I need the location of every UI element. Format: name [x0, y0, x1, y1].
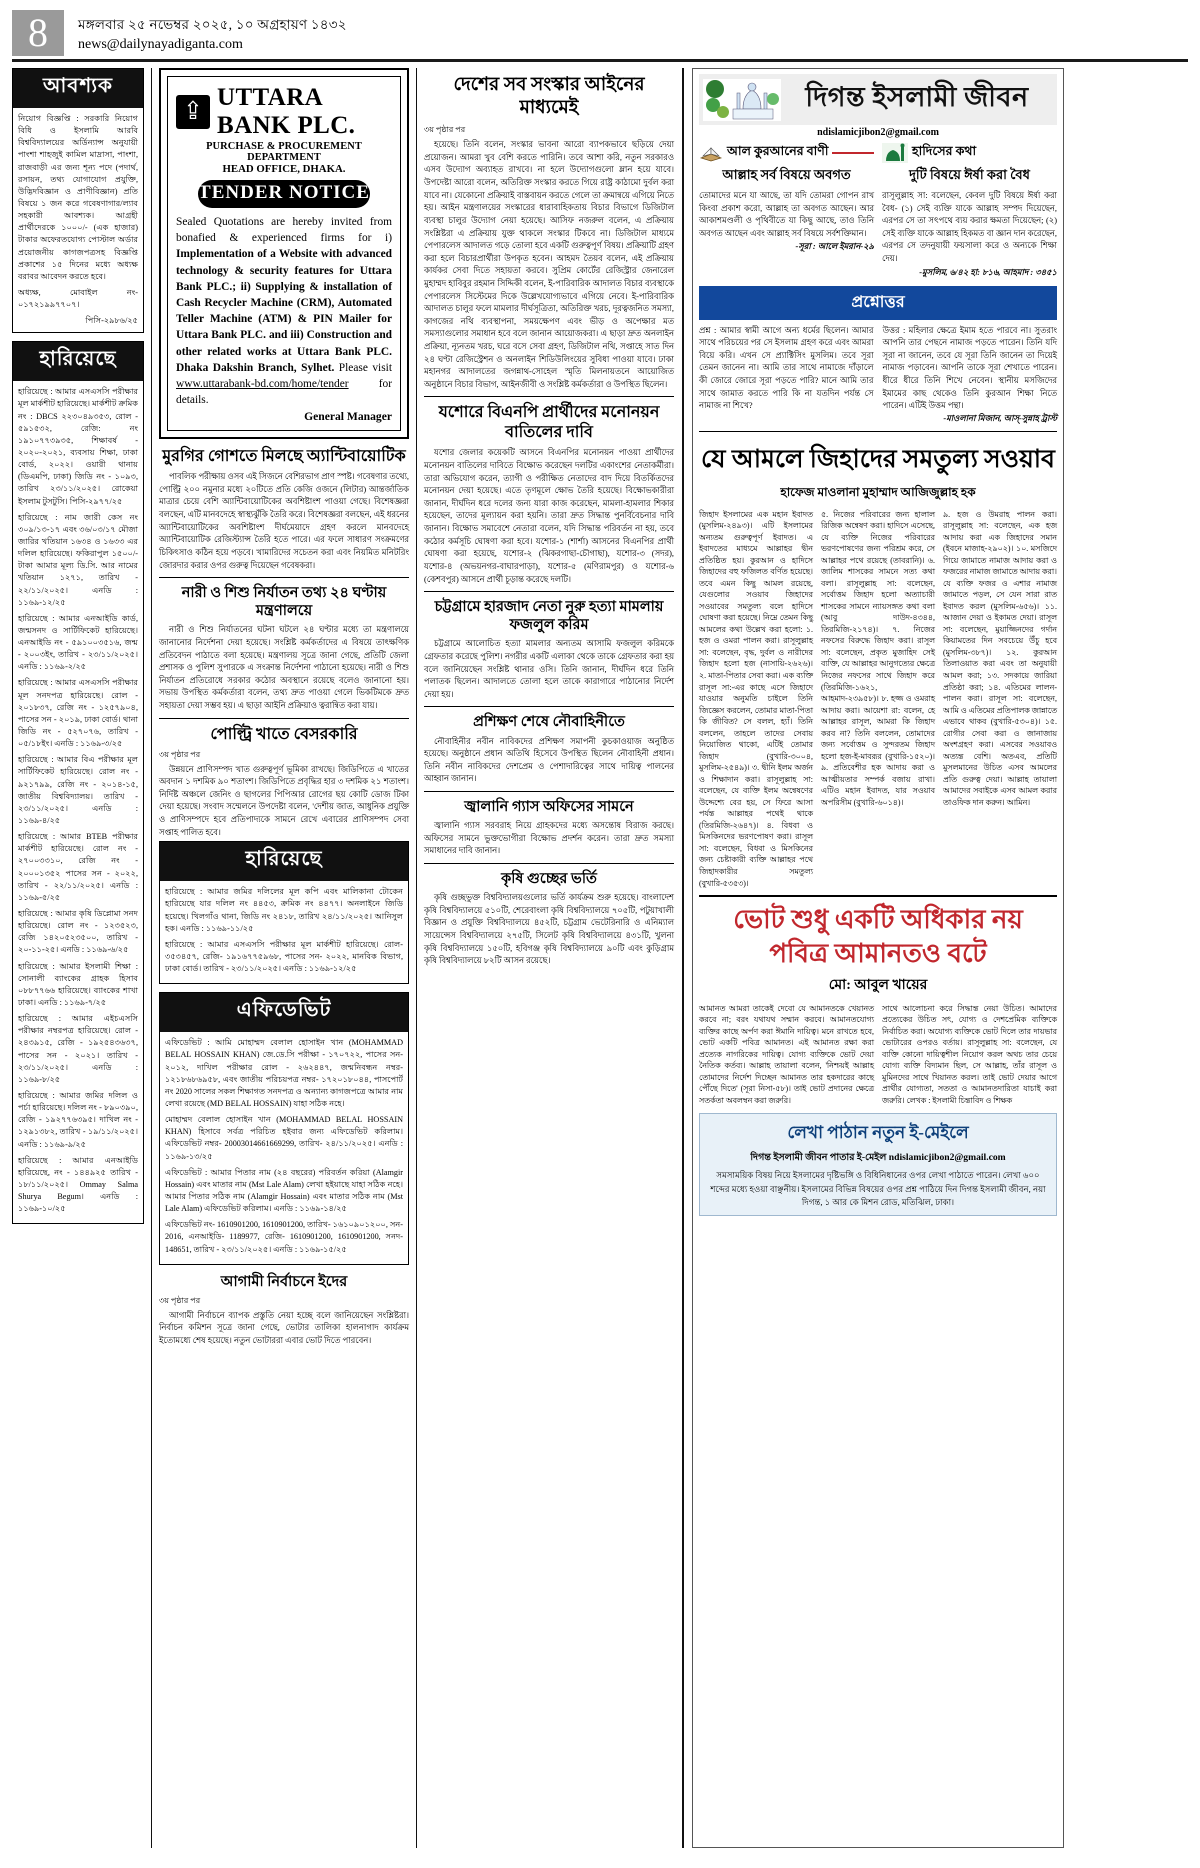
- story-women-body: [159, 624, 409, 712]
- uttara-bank-logo-icon: [176, 95, 210, 129]
- hadith-title: দুটি বিষয়ে ঈর্ষা করা বৈধ: [909, 167, 1030, 182]
- feature-body-columns: [699, 509, 1057, 890]
- story-reforms-body: [424, 139, 674, 391]
- hadith-panel: [882, 143, 1057, 280]
- quran-panel: [699, 143, 874, 280]
- column-1: [12, 68, 144, 1848]
- affidavit-item: এফিডেভিট : আমি মোহাম্মদ বেলাল হোসাইন খান (MOHAMMAD BELAL HOSSAIN KHAN) জে.ডে.সি পরীক্ষা - ১৭০৭২২, পাসের সন- ২০১২, দাখিল পরীক্ষার রোল - ২৬২৪৪৭, জন্মনিবন্ধন নম্বর- ১২১৮৬৮৬৯৫৮, এবং জাতীয় পরিচয়পত্র নম্বর- ১৭২০১৮০৪৪, পাসপোর্ট নং 2020 সালের সকল শিক্ষাগত সনদপত্র ও অন্যান্য কাগজপত্রে আমার নাম লেখা রয়েছে (MD BELAL HOSSAIN) যাহা সঠিক নহে।: [165, 1038, 403, 1108]
- submission-guidelines: সমসাময়িক বিষয় নিয়ে ইসলামের দৃষ্টিভঙ্গি ও বিধিনিধানের ওপর লেখা পাঠাতে পারেন। লেখা ৬০০ শব্দের মধ্যে হওয়া বাঞ্ছনীয়। ইসলামের বিভিন্ন বিষয়ের ওপর প্রশ্ন পাঠিয়ে দিন দিগন্ত ইসলামী জীবন, নয়া দিগন্ত, ১ আর কে মিশন রোড, মতিঝিল, ঢাকা।: [710, 1170, 1046, 1208]
- lost-item: হারিয়েছে : আমার এইচএসসি পরীক্ষার নম্বরপত্র হারিয়েছে। রোল - ২৪৩৯১৫, রেজি - ১৯২৫৪৩৬৩৭, পাসের সন - ২০২১। তারিখ - ২৩/১১/২০২৫। এনডি : ১১৬৯-৮/২৫: [18, 1014, 138, 1084]
- column-2: [159, 68, 409, 1848]
- hadith-tag-label: হাদিসের কথা: [912, 144, 977, 158]
- quran-tag-rule: [832, 152, 874, 154]
- bank-office: HEAD OFFICE, DHAKA.: [222, 163, 346, 175]
- lost-item: হারিয়েছে : আমার এসএসসি পরীক্ষার মূল মার্কশীট হারিয়েছে। রোল- ৩৫৩৪৫৭, রেজি- ১৯১৬৭৭৫৯৬৮, পাসের সন- ২০২২, মানবিক বিভাগ, ঢাকা বোর্ড। তারিখ - ২৩/১১/২০২৫। এনডি : ১১৬৯-১২/২৫: [165, 939, 403, 974]
- paragraph: উন্নয়নে প্রাণিসম্পদ খাত গুরুত্বপূর্ণ ভূমিকা রাখছে। জিডিপিতে এ খাতের অবদান ১ দশমিক ৯০ শতাংশ। জিডিপিতে প্রবৃদ্ধির হার ৩ দশমিক ২১ শতাংশ। নির্দিষ্ট অঞ্চলে জেনিং ও ছাগলের পিপিআর রোগের ছয় কোটি ডোজ টিকা দেয়া হয়েছে। সংবাদ সম্মেলনে উপদেষ্টা বলেন, 'দেশীয় জাত, আধুনিক প্রযুক্তি ও প্রাণিসম্পদে হবে প্রতিপাদ্যকে সামনে রেখে এবারের প্রাণিসম্পদ সেবা সপ্তাহ পালিত হবে।: [159, 764, 409, 837]
- continued-from-label: ৩য় পৃষ্ঠার পর: [424, 125, 466, 135]
- quran-tag-label: আল কুরআনের বাণী: [727, 144, 829, 158]
- lost-item: হারিয়েছে : আমার ইসলামী শিক্ষা : সোনালী ব্যাংকের গ্রাহক হিসাব ০৮৮৭৭৬৬ হারিয়েছে। ব্যাংকের শাখা ঢাকা। এনডি : ১১৬৯-৭/২৫: [18, 961, 138, 1007]
- wanted-ad-box: [12, 68, 144, 333]
- story-chattogram-body: [424, 638, 674, 701]
- newsdesk-email: news@dailynayadiganta.com: [78, 36, 243, 52]
- tender-body: Sealed Quotations are hereby invited from bonafied & experienced firms for i) Implementation of a Website with advanced technology & security features for Uttara Bank PLC.; ii) Supplying & installation of Cash Recycler Machine (CRM), Automated Teller Machine (ATM) & PIN Mailer for Uttara Bank PLC. and iii) Construction and other related works at Uttara Bank PLC. Dhaka Dakshin Branch, Sylhet. Please visit www.uttarabank-bd.com/home/tender for details.: [176, 216, 392, 407]
- lost-ads-box-1: [12, 341, 144, 1224]
- page-number: 8: [12, 10, 64, 56]
- mosque-logo-icon: [703, 79, 781, 121]
- lost-item: হারিয়েছে : আমার কৃষি ডিপ্লোমা সনদ হারিয়েছে। রোল নং - ১২৩৫২৩, রেজি ১৪২০৫২৩৫০০, তারিখ - ২০-১১-২৫। এনডি : ১১৬৯-৬/২৫: [18, 909, 138, 955]
- paragraph: জ্বালানি গ্যাস সরবরাহ নিয়ে গ্রাহকদের মধ্যে অসন্তোষ বিরাজ করছে। অফিসের সামনে ভুক্তভোগীরা বিক্ষোভ প্রদর্শন করেন। তারা দ্রুত সমস্যা সমাধানের দাবি জানান।: [424, 821, 674, 856]
- lost-ads-box-2: [159, 841, 409, 984]
- story-jessore-body: [424, 447, 674, 586]
- quran-verse-title: আল্লাহ সর্ব বিষয়ে অবগত: [722, 167, 851, 182]
- tender-notice-ad: [159, 68, 409, 439]
- paragraph: যশোর জেলার কয়েকটি আসনে বিএনপির মনোনয়ন পাওয়া প্রার্থীদের মনোনয়ন বাতিলের দাবিতে বিক্ষোভ করেছেন দলটির একাংশের নেতাকর্মীরা। তারা অভিযোগ করেন, ত্যাগী ও পরীক্ষিত নেতাদের বাদ দিয়ে বিতর্কিতদের মনোনয়ন দেয়া হয়েছে। এতে তৃণমূলে ক্ষোভ তৈরি হয়েছে। বিক্ষোভকারীরা জানান, দীর্ঘদিন ধরে দলের জন্য যারা কাজ করেছেন, মামলা-হামলার শিকার হয়েছেন, তাদের মূল্যায়ন করা হয়নি। তারা দ্রুত সিদ্ধান্ত পুনর্বিবেচনার দাবি জানান। বিক্ষোভ সমাবেশে নেতারা বলেন, যদি সিদ্ধান্ত পরিবর্তন না হয়, তবে কঠোর কর্মসূচি ঘোষণা করা হবে। যশোর-১ (শার্শা) আসনের বিএনপির প্রার্থী ঘোষণা করা হয়েছে, যশোর-২ (ঝিকরগাছা-চৌগাছা), যশোর-৩ (সদর), যশোর-৪ (অভয়নগর-বাঘারপাড়া), যশোর-৫ (মণিরামপুর) ও যশোর-৬ (কেশবপুর) আসনে প্রার্থী চূড়ান্ত করেছে দলটি।: [424, 448, 674, 584]
- lost-item: হারিয়েছে : আমার বিএ পরীক্ষার মূল সার্টিফিকেট হারিয়েছে। রোল নং - ৯২১৭৯৯, রেজি নং - ২০১৪-১৫, জাতীয় বিশ্ববিদ্যালয়। তারিখ - ২৩/১১/২০২৫। এনডি : ১১৬৯-৪/২৫: [18, 755, 138, 826]
- hadith-mosque-icon: [882, 143, 908, 163]
- islamic-section-title: দিগন্ত ইসলামী জীবন: [805, 82, 1029, 112]
- paragraph: পাবলিক পরীক্ষায় ওসব এই সিজনে বেশিরভাগ প্রাণ স্পষ্ট। গবেষণার তথ্যে, পোল্ট্রি ২০০ নমুনার মধ্যে ২০টিতে প্রতি কেজি ওজনে (লিটার) আন্তর্জাতিক মাত্রার চেয়ে বেশি অ্যান্টিবায়োটিকের অবশিষ্টাংশ পাওয়া গেছে। বিশেষজ্ঞরা বলছেন, এটি মানবদেহে স্বাস্থ্যঝুঁকি তৈরি করে। বিশেষজ্ঞরা বলছেন, এই ধরনের অ্যান্টিবায়োটিকের অবশিষ্টাংশ দীর্ঘমেয়াদে গ্রহণ করলে মানবদেহে অ্যান্টিবায়োটিক রেজিস্ট্যান্স তৈরি হতে পারে। এর ফলে সাধারণ সংক্রমণের চিকিৎসাও কঠিন হয়ে পড়বে। খামারিদের সচেতন করা এবং নিয়মিত মনিটরিং জোরদার করার ওপর গুরুত্ব দিয়েছেন গবেষকরা।: [159, 472, 409, 570]
- qa-answer: উত্তর : মহিলার ক্ষেত্রে ইমাম হতে পারবে না। সুতরাং আপনি তার পেছনে নামাজ পড়তে পারেন। তিনি যদি সূরা না জানেন, তবে যে সূরা তিনি জানেন তা দিয়েই নামাজ পড়াবেন। আপনি তাকে সূরা শেখাতে পারেন। ধীরে ধীরে তিনি শিখে নেবেন। স্থানীয় মসজিদের ইমামের কাছ থেকেও তিনি কুরআন শিক্ষা নিতে পারেন। এটিই উত্তম পন্থা।: [882, 325, 1057, 411]
- affidavit-item: এফিডেভিট নং- 1610901200, 1610901200, তারিখ- ১৬১০৯০১২০০, সন- 2016, এনআইডি- 1189977, রেজি- 1610901200, 1610901200, সনদ- 148651, তারিখ - ২৩/১১/২০২৫। এনডি : ১১৬৯-১৫/২৫: [165, 1220, 403, 1254]
- publication-date: মঙ্গলবার ২৫ নভেম্বর ২০২৫, ১০ অগ্রহায়ণ ১৪৩২: [78, 16, 347, 32]
- submission-title: লেখা পাঠান নতুন ই-মেইলে: [787, 1123, 969, 1143]
- headline-navy-training: প্রশিক্ষণ শেষে নৌবাহিনীতে: [473, 714, 625, 731]
- bank-department: PURCHASE & PROCUREMENT DEPARTMENT: [206, 141, 362, 163]
- paragraph: কৃষি গুচ্ছভুক্ত বিশ্ববিদ্যালয়গুলোর ভর্তি কার্যক্রম শুরু হয়েছে। বাংলাদেশ কৃষি বিশ্ববিদ্যালয়ে ৫১০টি, শেরেবাংলা কৃষি বিশ্ববিদ্যালয়ে ৭০৫টি, পটুয়াখালী বিজ্ঞান ও প্রযুক্তি বিশ্ববিদ্যালয়ে ৪৫২টি, চট্টগ্রাম ভেটেরিনারি ও এনিম্যাল সায়েন্সেস বিশ্ববিদ্যালয়ে ২৭৫টি, সিলেট কৃষি বিশ্ববিদ্যালয়ে ৪৩১টি, খুলনা কৃষি বিশ্ববিদ্যালয়ে ১৫০টি, হবিগঞ্জ কৃষি বিশ্ববিদ্যালয়ে ৯০টি এবং কুড়িগ্রাম কৃষি বিশ্ববিদ্যালয়ে ৮২টি আসন রয়েছে।: [424, 893, 674, 966]
- wanted-signature: অধ্যক্ষ, মোবাইল নং- ০১৭২১৯৯৭৭০৭।: [18, 287, 138, 310]
- paragraph: আগামী নির্বাচনে ব্যাপক প্রস্তুতি নেয়া হচ্ছে বলে জানিয়েছেন সংশ্লিষ্টরা। নির্বাচন কমিশন সূত্রে জানা গেছে, ভোটার তালিকা হালনাগাদ কার্যক্রম ইতোমধ্যে শেষ হয়েছে। নতুন ভোটাররা এবার ভোট দিতে পারবেন।: [159, 1310, 409, 1346]
- section-rule: [682, 68, 684, 1848]
- section-divider: [159, 577, 409, 578]
- headline-poultry: পোল্ট্রি খাতে বেসরকারি: [210, 725, 358, 743]
- islamic-masthead: [699, 74, 1057, 125]
- quran-book-icon: [699, 145, 723, 162]
- continued-from-label: ৩য় পৃষ্ঠার পর: [159, 1295, 201, 1305]
- lost-title-2: হারিয়েছে: [160, 842, 408, 881]
- tender-ad-inner: [167, 76, 401, 431]
- quran-verse-text: তোমাদের মনে যা আছে, তা যদি তোমরা গোপন রাখ কিংবা প্রকাশ করো, আল্লাহ তা অবগত আছেন। আর আকাশমণ্ডলী ও পৃথিবীতে যা কিছু আছে, তাও তিনি অবগত আছেন এবং আল্লাহ সর্ব বিষয়ে সর্বশক্তিমান।: [699, 191, 874, 238]
- wanted-title: আবশ্যক: [13, 69, 143, 108]
- opinion-byline: মো: আবুল খায়ের: [828, 977, 928, 993]
- qa-row: [699, 325, 1057, 426]
- lost-item: হারিয়েছে : আমার এনআইডি কার্ড, জন্মসনদ ও সার্টিফিকেট হারিয়েছে। এনআইডি নং - ৫৯১০০৩৫১৬, জন্ম - ২০০৩ইং, তারিখ - ২৩/১১/২০২৫। এনডি : ১১৬৯-২/২৫: [18, 613, 138, 672]
- affidavit-title: এফিডেভিট: [160, 993, 408, 1032]
- paragraph: চট্টগ্রামে আলোচিত হত্যা মামলার অন্যতম আসামি ফজলুল করিমকে গ্রেফতার করেছে পুলিশ। নগরীর একটি এলাকা থেকে তাকে গ্রেফতার করা হয় বলে জানিয়েছেন সংশ্লিষ্ট থানার ওসি। তিনি জানান, দীর্ঘদিন ধরে তিনি পলাতক ছিলেন। আদালতে তোলা হলে তাকে কারাগারে পাঠানোর নির্দেশ দেয়া হয়।: [424, 639, 674, 699]
- opinion-column: আমানত আমরা তাকেই দেবো যে আমানতকে খেয়ানত করবে না; বরং যথাযথ সম্মান করবে। আমানতযোগ্য ব্যক্তির কাছে অর্পণ করা ঈমানি দায়িত্ব। মনে রাখতে হবে, ভোট একটি পবিত্র আমানত। এই আমানত রক্ষা করা প্রত্যেক নাগরিকের দায়িত্ব। যোগ্য ব্যক্তিকে ভোট দেয়া নৈতিক কর্তব্য। আল্লাহ তায়ালা বলেন, 'নিশ্চয়ই আল্লাহ তোমাদের নির্দেশ দিচ্ছেন আমানত তার হকদারের কাছে পৌঁছে দিতে' (সূরা নিসা-৫৮)। তাই ভোট প্রদানের ক্ষেত্রে সতর্কতা অবলম্বন করা জরুরি।: [699, 1003, 874, 1105]
- islamic-section-email: ndislamicjibon2@gmail.com: [817, 127, 939, 138]
- headline-gas-office: জ্বালানি গ্যাস অফিসের সামনে: [464, 799, 634, 815]
- lost-item: হারিয়েছে : আমার BTEB পরীক্ষার মার্কশীট হারিয়েছে। রোল নং - ২৭০০৩৩১০, রেজি নং - ২০০০১৩৫২ পাসের সন - ২০২২, তারিখ - ২২/১১/২০২৫। এনডি : ১১৬৯-৫/২৫: [18, 832, 138, 902]
- qa-question: প্রশ্ন : আমার স্বামী আগে অন্য ধর্মের ছিলেন। আমার সাথে পরিচয়ের পর সে ইসলাম গ্রহণ করে এবং আমরা বিয়ে করি। এখন সে প্র্যাক্টিসিং মুসলিম। তবে সূরা তেমন জানেন না। আমি তার সাথে নামাজে দাঁড়ালে কী জোরে জোরে সূরা পড়তে পারি? মানে আমি তার সাথে জামাত করতে পারি কি না যতদিন পর্যন্ত সে নামাজ না শিখে?: [699, 325, 874, 411]
- feature-byline: হাফেজ মাওলানা মুহাম্মাদ আজিজুল্লাহ হক: [780, 484, 976, 499]
- section-divider: [424, 706, 674, 707]
- section-divider: [424, 396, 674, 397]
- story-gas-body: [424, 820, 674, 858]
- qa-section-bar: প্রশ্নোত্তর: [699, 286, 1057, 320]
- quran-hadith-row: [699, 143, 1057, 280]
- story-election-body: [159, 1310, 409, 1348]
- headline-chicken-antibiotic: মুরগির গোশতে মিলছে অ্যান্টিবায়োটিক: [162, 448, 406, 466]
- feature-headline: যে আমলে জিহাদের সমতুল্য সওয়াব: [701, 445, 1055, 473]
- uttara-bank-header: [176, 84, 392, 140]
- qa-answer-by: -মাওলানা মিজান, আস্-সুন্নাহ ট্রাস্ট: [943, 413, 1057, 423]
- continued-from-label: ৩য় পৃষ্ঠার পর: [159, 749, 201, 759]
- section-divider: [424, 863, 674, 864]
- opinion-headline-line2: পবিত্র আমানতও বটে: [769, 938, 987, 968]
- story-navy-body: [424, 736, 674, 786]
- masthead-text: [64, 10, 347, 56]
- headline-election-eid: আগামী নির্বাচনে ইদের: [220, 1273, 348, 1290]
- opinion-column: সাথে আলোচনা করে সিদ্ধান্ত নেয়া উচিত। আমাদের প্রত্যেকের উচিত সৎ, যোগ্য ও দেশপ্রেমিক ব্যক্তিকে নির্বাচিত করা। অযোগ্য ব্যক্তিকে ভোট দিলে তার দায়ভার ভোটারের ওপরও বর্তায়। রাসূলুল্লাহ সা: বলেছেন, যে ব্যক্তি কোনো দায়িত্বশীল নিয়োগ করল অথচ তার চেয়ে যোগ্য ব্যক্তি বিদ্যমান ছিল, সে আল্লাহ, তাঁর রাসূল ও মুমিনদের সাথে খিয়ানত করল। তাই ভোট দেয়ার আগে প্রার্থীর যোগ্যতা, সততা ও আমানতদারিতা যাচাই করা জরুরি। লেখক : ইসলামী চিন্তাবিদ ও শিক্ষক: [882, 1003, 1057, 1105]
- section-divider: [159, 718, 409, 719]
- quran-verse-source: -সূরা : আলে ইমরান-২৯: [795, 242, 874, 252]
- hadith-text: রাসূলুল্লাহ সা: বলেছেন, কেবল দুটি বিষয়ে ঈর্ষা করা বৈধ- (১) সেই ব্যক্তি যাকে আল্লাহ সম্পদ দিয়েছেন, এরপর সে তা সৎপথে ব্যয় করার ক্ষমতা দিয়েছেন; (২) সেই ব্যক্তি যাকে আল্লাহ হিকমত বা জ্ঞান দান করেছেন, এরপর সে তদনুযায়ী ফয়সালা করে ও অন্যকে শিক্ষা দেয়।: [882, 191, 1057, 264]
- quran-tag-row: [699, 143, 874, 163]
- page-masthead: [12, 10, 1188, 56]
- story-agri-body: [424, 892, 674, 968]
- column-rule: [151, 68, 152, 1848]
- masthead-divider: [12, 59, 1188, 62]
- feature-column: জিহাদ ইসলামের এক মহান ইবাদত (মুসলিম-২৪৯৩)। এটি ইসলামের অন্যতম গুরুত্বপূর্ণ ইবাদত। এ ইবাদতের মাধ্যমে আল্লাহর দ্বীন প্রতিষ্ঠিত হয়। কুরআন ও হাদিসে জিহাদের বহু ফজিলত বর্ণিত হয়েছে। তবে এমন কিছু আমল রয়েছে, যেগুলোর সওয়াব জিহাদের সওয়াবের সমতুল্য বলে হাদিসে ঘোষণা করা হয়েছে। নিম্নে তেমন কিছু আমলের কথা উল্লেখ করা হলো: ১. হজ ও ওমরা পালন করা। রাসূলুল্লাহ সা: বলেছেন, বৃদ্ধ, দুর্বল ও নারীদের জিহাদ হলো হজ (নাসায়ি-২৬২৬)। ২. মাতা-পিতার সেবা করা। এক ব্যক্তি রাসূল সা:-এর কাছে এসে জিহাদে যাওয়ার অনুমতি চাইলে তিনি জিজ্ঞেস করলেন, তোমার মাতা-পিতা কি জীবিত? সে বলল, হ্যাঁ। তিনি বললেন, তাহলে তাদের সেবায় নিয়োজিত থাকো, এটিই তোমার জিহাদ (বুখারি-৩০০৪, মুসলিম-২৫৪৯)। ৩. দ্বীনি ইলম অর্জন ও শিক্ষাদান করা। রাসূলুল্লাহ সা: বলেছেন, যে ব্যক্তি ইলম অন্বেষণের উদ্দেশ্যে বের হয়, সে ফিরে আসা পর্যন্ত আল্লাহর পথেই থাকে (তিরমিজি-২৬৪৭)। ৪. বিধবা ও মিসকিনদের ভরণপোষণ করা। রাসূল সা: বলেছেন, বিধবা ও মিসকিনের জন্য চেষ্টাকারী ব্যক্তি আল্লাহর পথে জিহাদকারীর সমতুল্য (বুখারি-৫৩৫৩)।: [699, 509, 813, 888]
- wanted-body: নিয়োগ বিজ্ঞপ্তি : সরকারি নিয়োগ বিধি ও ইসলামি আরবি বিশ্ববিদ্যালয়ের অর্ডিন্যান্স অনুযায়ী পাংশা শাহজুই কামিল মাদ্রাসা, পাংশা, রাজবাড়ী এর জন্য শূন্য পদে (পদার্থ, রসায়ন, তথ্য যোগাযোগ প্রযুক্তি, উদ্ভিদবিজ্ঞান ও প্রাণীবিজ্ঞান) প্রতি বিষয়ে ১ জন করে গবেষণাগার/ল্যাব সহকারী আবশ্যক। আগ্রহী প্রার্থীদেরকে ১০০০/- (এক হাজার) টাকার অফেরতযোগ্য পোস্টাল অর্ডার প্রয়োজনীয় কাগজপত্রসহ বিজ্ঞপ্তি প্রকাশের ১৫ দিনের মধ্যে অধ্যক্ষ বরাবর আবেদন করতে হবে।: [18, 114, 138, 281]
- column-rule: [416, 68, 417, 1848]
- opinion-headline-line1: ভোট শুধু একটি অধিকার নয়: [733, 905, 1023, 935]
- column-grid: [12, 68, 1188, 1848]
- lost-item: হারিয়েছে : আমার জমির দলিল ও পর্চা হারিয়েছে। দলিল নং - ৮৯০৩৯০, রেজি - ১৯২৭৭৬৩৯৫। দাখিল নং - ১২৯১৩৮২, তারিখ - ১৯/১১/২০২৫। এনডি : ১১৬৯-৯/২৫: [18, 1090, 138, 1149]
- paragraph: নৌবাহিনীর নবীন নাবিকদের প্রশিক্ষণ সমাপনী কুচকাওয়াজ অনুষ্ঠিত হয়েছে। অনুষ্ঠানে প্রধান অতিথি হিসেবে উপস্থিত ছিলেন নৌবাহিনী প্রধান। তিনি নবীন নাবিকদের দেশপ্রেম ও পেশাদারিত্বের সাথে দায়িত্ব পালনের আহ্বান জানান।: [424, 736, 674, 784]
- paragraph: নারী ও শিশু নির্যাতনের ঘটনা ঘটলে ২৪ ঘণ্টার মধ্যে তা মন্ত্রণালয়ে জানানোর নির্দেশনা দেয়া হয়েছে। সংশ্লিষ্ট কর্মকর্তাদের এ বিষয়ে তাৎক্ষণিক প্রতিবেদন পাঠাতে বলা হয়েছে। মন্ত্রণালয় সূত্রে জানা গেছে, প্রতিটি জেলা প্রশাসক ও পুলিশ সুপারকে এ সংক্রান্ত নির্দেশনা পাঠানো হয়েছে। নারী ও শিশু নির্যাতন প্রতিরোধে সরকার কঠোর অবস্থানে রয়েছে বলেও জানানো হয়। সভায় উপস্থিত কর্মকর্তারা বলেন, তথ্য দ্রুত পাওয়া গেলে ভিকটিমকে দ্রুত সহায়তা দেয়া সম্ভব হয়। এ ছাড়া আইনি প্রক্রিয়াও ত্বরান্বিত করা যায়।: [159, 625, 409, 711]
- paragraph: হয়েছে। তিনি বলেন, সংস্কার ভাবনা আরো ব্যাপকভাবে ছড়িয়ে দেয়া প্রয়োজন। আমরা খুব বেশি করতে পারিনি। তবে আশা করি, নতুন সরকারও এসব উদ্যোগ অব্যাহত রাখবে। না হলে উদ্যোগগুলো ম্লান হয়ে যাবে। উপদেষ্টা আরো বলেন, অতিরিক্ত সংস্কার করতে গিয়ে রাষ্ট্র কাঠামো দুর্বল করা যাবে না। যেকোনো প্রক্রিয়াই বাস্তবায়ন করতে গেলে তা ক্রমান্বয়ে এগিয়ে নিতে হয়। আইন মন্ত্রণালয়ের সংস্কারের ধারাবাহিকতায় বিচার বিভাগে ডিজিটাল ব্যবস্থা চালুর উদ্যোগ নেয়া হয়েছে। আসিফ নজরুল বলেন, এ প্রক্রিয়ায় সংশ্লিষ্টরা এ প্রক্রিয়ায় যুক্ত থাকলে সংস্কার টিকবে না। ডিজিটাল মাধ্যমে পেপারলেস আদালত গড়ে তোলা হবে একটি গুরুত্বপূর্ণ বিষয়। প্রক্রিয়াটি গ্রহণ করা হলে বিচারপ্রার্থীরা উপকৃত হবেন। আহমদ তৈয়ব বলেন, এই প্রক্রিয়ায় কার্যকর সেবা দিতে সহায়তা করবে। সুপ্রিম কোর্টের রেজিস্ট্রার জেনারেল মুহাম্মদ হাবিবুর রহমান সিদ্দিকী বলেন, ই-পারিবারিক আদালত বিচার ব্যবস্থাকে পেপারলেস সিস্টেমের দিকে উল্লেখযোগ্যভাবে এগিয়ে নেবে। ই-পারিবারিক আদালত চালুর ফলে মামলার দীর্ঘসূত্রিতা, অতিরিক্ত খরচ, দূরত্বজনিত সমস্যা, কাগজের নথি ব্যবস্থাপনা, সময়ক্ষেপণ এবং ভীড় ও অপেক্ষার মত সমস্যাগুলোর সমাধান হবে বলে জানান আয়োজকরা। এ ছাড়া দ্রুত অনলাইন প্রক্রিয়া, ন্যূনতম খরচ, ঘরে বসে সেবা গ্রহণ, ডিজিটাল নথি, সপ্তাহে সাত দিন ২৪ ঘণ্টা রেজিস্ট্রেশন ও অনলাইন শিডিউলিংয়ের সুবিধা পাওয়া যাবে। ঢাকা মহানগর আদালতের জগন্নাথ-সোহেল স্মৃতি মিলনায়তনে আয়োজিত অনুষ্ঠানে বিচার বিভাগ, আইনজীবী ও সংশ্লিষ্ট কর্মকর্তারা ও উপস্থিত ছিলেন।: [424, 140, 674, 389]
- islamic-life-section: [692, 68, 1064, 1848]
- affidavit-item: এফিডেভিট : আমার পিতার নাম (২৪ বছরের) পরিবর্তন করিয়া (Alamgir Hossain) এবং মাতার নাম (Mst Lale Alam) লেখা হইয়াছে যাহা সঠিক নহে। আমার পিতার সঠিক নাম (Alamgir Hossain) এবং মাতার সঠিক নাম (Mst Lale Alam) এফিডেভিট করিলাম। এনডি : ১১৬৯-১৪/২৫: [165, 1167, 403, 1214]
- section-divider: [424, 591, 674, 592]
- bank-name: UTTARA BANK PLC.: [217, 84, 356, 139]
- headline-women-children: নারী ও শিশু নির্যাতন তথ্য ২৪ ঘণ্টায় মন্ত্রণালয়ে: [181, 585, 387, 620]
- headline-agri-admission: কৃষি গুচ্ছের ভর্তি: [501, 870, 597, 887]
- section-divider: [424, 791, 674, 792]
- feature-column: ৫. নিজের পরিবারের জন্য হালাল রিজিক অন্বেষণ করা। হাদিসে এসেছে, যে ব্যক্তি নিজের পরিবারের ভরণপোষণের জন্য পরিশ্রম করে, সে আল্লাহর পথে রয়েছে (তাবরানি)। ৬. জালিম শাসকের সামনে সত্য কথা বলা। রাসূলুল্লাহ সা: বলেছেন, সর্বোত্তম জিহাদ হলো অত্যাচারী শাসকের সামনে ন্যায়সঙ্গত কথা বলা (আবু দাউদ-৪৩৪৪, তিরমিজি-২১৭৪)। ৭. নিজের নফসের বিরুদ্ধে জিহাদ করা। রাসূল সা: বলেছেন, প্রকৃত মুজাহিদ সেই ব্যক্তি, যে আল্লাহর আনুগত্যের ক্ষেত্রে নিজের নফসের সাথে জিহাদ করে (তিরমিজি-১৬২১, আহমাদ-২৩৯৫৮)। ৮. হজ্জ ও ওমরাহ আদায় করা। আয়েশা রা: বলেন, হে আল্লাহর রাসূল, আমরা কি জিহাদ করব না? তিনি বললেন, তোমাদের জন্য সর্বোত্তম ও সুন্দরতম জিহাদ হলো হজ-ই-মাবরূর (বুখারি-১৫২০)। ৯. প্রতিবেশীর হক আদায় করা ও আত্মীয়তার সম্পর্ক বজায় রাখা। এটিও মহান ইবাদত, যার সওয়াব অপরিসীম (বুখারি-৬০১৪)।: [821, 509, 935, 807]
- submission-info-box: [699, 1113, 1057, 1216]
- lost-item: হারিয়েছে : আমার জমির দলিলের মূল কপি এবং মালিকানা টোকেন হারিয়েছে যার দলিল নং ৪৪৫৩, ক্রমিক নং ৪৪৭৭। অনলাইনে জিডি হয়েছে। খিলগাঁও থানা, জিডি নং ২৪১৮, তারিখ ২৪/১১/২০২৫। আনিসুল হক। এনডি : ১১৬৯-১১/২৫: [165, 887, 403, 933]
- headline-chattogram-murder: চট্টগ্রামে হারজাদ নেতা নুরু হত্যা মামলায় ফজলুল করিম: [434, 599, 664, 634]
- lost-item: হারিয়েছে : আমার এসএসসি পরীক্ষার মূল মার্কশীট হারিয়েছে। মার্কশীট ক্রমিক নং : DBCS ২২৩০৪৯৩৫৩, রোল - ৫৯১৫৩২, রেজি: নং ১৯১০৭৭৩৯৩৫, শিক্ষাবর্ষ - ২০২০-২০২১, ব্যবসায় শিক্ষা, ঢাকা বোর্ড, ২০২২। ওয়ারী থানায় (ডিএমপি, ঢাকা) জিডি নং - ১০৯৩, তারিখ ২৩/১১/২০২৫। রোকেয়া ইসলাম টুসটুসি। পিসি-২৯৭৭/২৫: [18, 387, 138, 506]
- feature-column: ৯. হজ ও উমরাহ পালন করা। রাসূলুল্লাহ সা: বলেছেন, এক হজ আদায় করা এক জিহাদের সমান (ইবনে মাজাহ-২৯০২)। ১০. মসজিদে গিয়ে জামাতে নামাজ আদায় করা ও ফজরের নামাজ জামাতে আদায় করা। যে ব্যক্তি ফজর ও এশার নামাজ জামাতে পড়ল, সে যেন সারা রাত ইবাদত করল (মুসলিম-৬৫৬)। ১১. আজান দেয়া ও ইকামত দেয়া। রাসূল সা: বলেছেন, মুয়াজ্জিনদের গর্দান কিয়ামতের দিন সবচেয়ে উঁচু হবে (মুসলিম-৩৮৭)। ১২. কুরআন তিলাওয়াত করা এবং তা অনুযায়ী আমল করা; ১৩. সদকায়ে জারিয়া প্রতিষ্ঠা করা; ১৪. এতিমের লালন-পালন করা। রাসূল সা: বলেছেন, আমি ও এতিমের প্রতিপালক জান্নাতে এভাবে থাকব (বুখারি-৫৩০৪)। ১৫. রোগীর সেবা করা ও জানাজায় অংশগ্রহণ করা। এসবের সওয়াবও অত্যন্ত বেশি। অতএব, প্রতিটি মুসলমানের উচিত এসব আমলের প্রতি গুরুত্ব দেয়া। আল্লাহ তায়ালা আমাদের সবাইকে এসব আমল করার তাওফিক দান করুন। আমিন।: [943, 509, 1057, 807]
- lost-item: হারিয়েছে : নাম জারী কেস নং ৩০৯/১৩-১৭ এবং ৩৬/০৩/১৭ মৌজা জারির খতিয়ান ১৬৩৪ ও ১৬৩৩ এর দলিল হারিয়েছে। ফকিরাপুল ১৫০০/- টাকা আমার মূল্য ডি.সি. আর নামের খতিয়ান ১২৭১, তারিখ - ২২/১১/২০২৫। এনডি : ১১৬৯-১২/২৫: [18, 512, 138, 607]
- submission-email-line: দিগন্ত ইসলামী জীবন পাতার ই-মেইল ndislamicjibon2@gmail.com: [750, 1152, 1006, 1164]
- wanted-ref: পিসি-২৯৮৬/২৫: [85, 316, 138, 326]
- lost-item: হারিয়েছে : আমার এনআইডি হারিয়েছে, নং - ১৪৪৯২৫ তারিখ - ১৮/১১/২০২৫। Ommay Salma Shurya Begum। এনডি : ১১৬৯-১০/২৫: [18, 1155, 138, 1214]
- opinion-body-columns: [699, 1003, 1057, 1107]
- affidavit-box: [159, 992, 409, 1264]
- section-divider: [699, 431, 1057, 432]
- headline-jessore-bnp: যশোরে বিএনপি প্রার্থীদের মনোনয়ন বাতিলের দাবি: [438, 404, 660, 442]
- lost-item: হারিয়েছে : আমার এসএসসি পরীক্ষার মূল সনদপত্র হারিয়েছে। রোল - ২০১৮৩৭, রেজি নং - ১২৫৭৯০৪, পাসের সন - ২০১৯, ঢাকা বোর্ড। থানা জিডি নং - ৫২৭০৭৬, তারিখ - ০৫/১৮ইং। এনডি : ১১৬৯-৩/২৫: [18, 678, 138, 749]
- section-divider: [699, 895, 1057, 897]
- tender-notice-pill: TENDER NOTICE: [198, 180, 370, 208]
- story-poultry-body: [159, 764, 409, 840]
- lost-title-1: হারিয়েছে: [13, 342, 143, 381]
- tender-signature: General Manager: [304, 410, 392, 424]
- affidavit-item: মোহাম্মদ বেলাল হোসাইন খান (MOHAMMAD BELAL HOSSAIN KHAN) হিসাবে সর্বত্র পরিচিত হইবার জন্য এফিডেভিট করিলাম। এফিডেভিট নম্বর- 20003014661669299, তারিখ- ২৪/১১/২০২৫। এনডি : ১১৬৯-১৩/২৫: [165, 1115, 403, 1161]
- column-3: [424, 68, 674, 1848]
- qa-answer-wrap: [883, 325, 1058, 426]
- headline-reforms-by-law: দেশের সব সংস্কার আইনের মাধ্যমেই: [453, 75, 645, 119]
- hadith-source: -মুসলিম, ৬/৪২ হা: ৮১৬, আহমাদ : ৩৪৫১: [919, 267, 1057, 277]
- hadith-tag-row: [882, 143, 1057, 163]
- story-chicken-body: [159, 471, 409, 572]
